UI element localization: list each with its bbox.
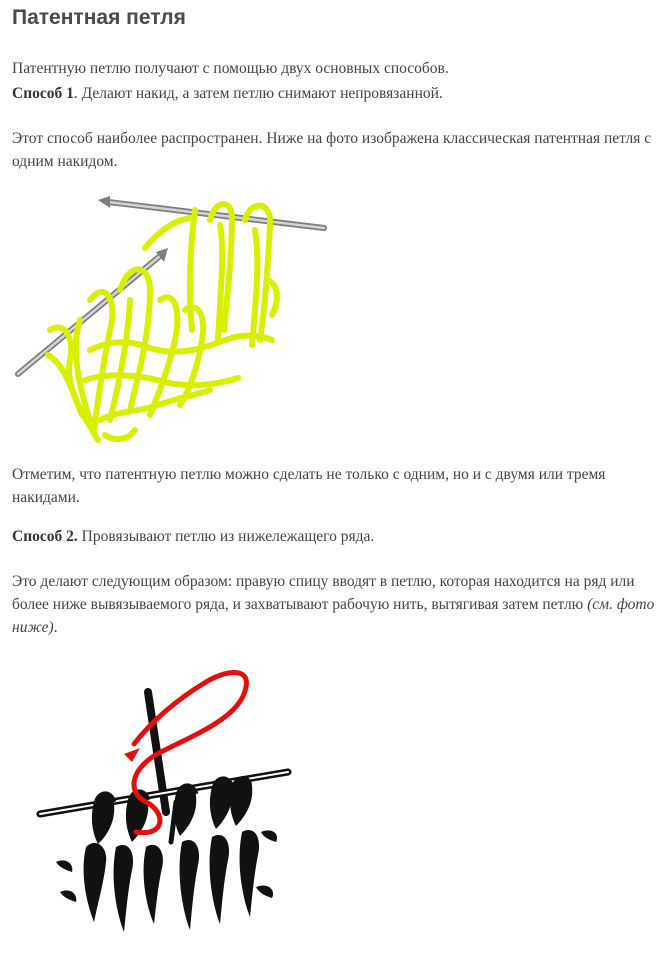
method-1-note: Этот способ наиболее распространен. Ниже на фото изображена классическая патентная петля с одним накидом. [12, 130, 652, 170]
method-2-paragraph [12, 525, 374, 548]
photo-reference: (см. фото ниже) [12, 596, 655, 636]
method-2-note-text: Это делают следующим образом: правую спицу вводят в петлю, которая находится на ряд или более ниже вывязываемого ряда, и захватывают рабочую нить, вытягивая затем петлю [12, 573, 635, 613]
method-1-label: Способ 1 [12, 85, 74, 102]
patent-stitch-illustration [10, 190, 330, 455]
method-2-text: Провязывают петлю из нижележащего ряда. [77, 528, 375, 545]
lower-row-loop-illustration [36, 662, 296, 947]
method-2-note-end: . [53, 619, 58, 636]
method-2-note [12, 570, 662, 639]
red-arrowhead [124, 748, 140, 762]
method-2-label: Способ 2. [12, 528, 78, 545]
method-1-text: . Делают накид, а затем петлю снимают непровязанной. [73, 85, 443, 102]
page-title: Патентная петля [12, 6, 186, 29]
method-1-paragraph [12, 82, 443, 105]
intro-paragraph: Патентную петлю получают с помощью двух основных способов. [12, 60, 449, 77]
after-figure-1-paragraph: Отметим, что патентную петлю можно сделать не только с одним, но и с двумя или тремя накидами. [12, 466, 606, 506]
yellow-yarn [48, 204, 277, 440]
